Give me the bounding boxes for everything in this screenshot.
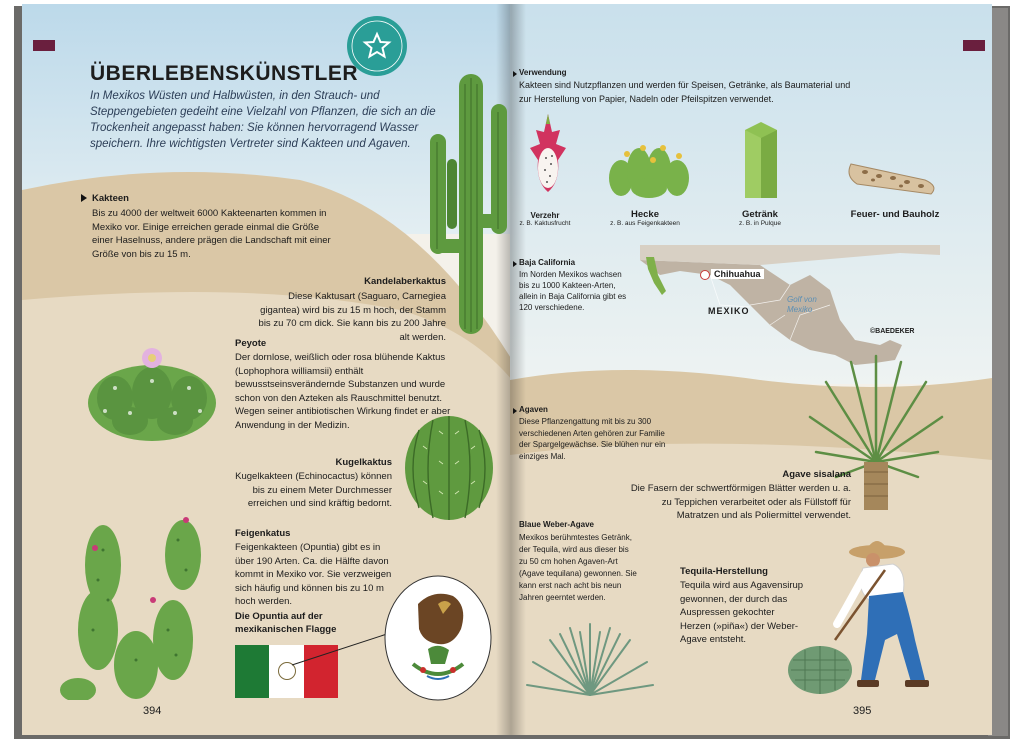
page-number-left: 394	[143, 705, 162, 717]
flag-heading: Die Opuntia auf der mexikanischen Flagge	[235, 611, 337, 635]
weber-agave-illustration	[525, 620, 655, 700]
peyote-text: Der dornlose, weißlich oder rosa blühende Kaktus (Lophophora williamsii) enthält bewusstseinsverändernde Substanzen und wurde schon von den Azteken als Rauschmittel benutzt. Wegen seiner antibiotischen Wirkung findet er aber Anwendung in der Medizin.	[235, 352, 451, 431]
feigenkatus-heading: Feigenkatus	[235, 528, 291, 539]
feigenkatus-text: Feigenkakteen (Opuntia) gibt es in über 190 Arten. Ca. die Hälfte davon kommt in Mexiko vor. Sie verzweigen sich häufig und können bis zu 10 m hoch werden.	[235, 542, 392, 607]
tequila-worker-illustration	[785, 530, 965, 700]
peyote-illustration	[85, 343, 220, 443]
weber-text: Mexikos berühmtestes Getränk, der Tequila, wird aus dieser bis zu 50 cm hohen Agaven-Art (Agave tequilana) gewonnen. Sie kann erst nach acht bis neun Jahren geerntet werden.	[519, 533, 637, 602]
map-country-label: MEXIKO	[708, 306, 750, 316]
baja-heading: Baja California	[519, 258, 576, 267]
map-copyright: ©BAEDEKER	[870, 328, 915, 335]
chihuahua-marker	[700, 270, 710, 280]
kugelkaktus-heading: Kugelkaktus	[335, 457, 392, 468]
agaven-text: Diese Pflanzengattung mit bis zu 300 verschiedenen Arten gehören zur Familie der Spargelgewächse. Sie blühen nur ein einziges Mal.	[519, 417, 666, 461]
map-city-label: Chihuahua	[711, 269, 764, 279]
wood-illustration	[845, 154, 941, 202]
drink-carton-illustration	[739, 120, 781, 200]
kandelaber-text: Diese Kaktusart (Saguaro, Carnegiea gigantea) wird bis zu 15 m hoch, der Stamm bis zu 70 cm dick. Sie kann bis zu 200 Jahre alt werden.	[258, 291, 446, 343]
page-title: ÜBERLEBENSKÜNSTLER	[90, 62, 359, 85]
sisalana-text: Die Fasern der schwertförmigen Blätter werden u. a. zu Teppichen verarbeitet oder als Füllstoff für Matratzen und als Poliermittel verwendet.	[630, 483, 851, 521]
tequila-heading: Tequila-Herstellung	[680, 566, 768, 577]
agaven-heading: Agaven	[519, 405, 548, 414]
kugelkaktus-text: Kugelkakteen (Echinocactus) können bis zu einem Meter Durchmesser erreichen und sind kräftig bedornt.	[235, 471, 392, 509]
verwendung-text: Kakteen sind Nutzpflanzen und werden für Speisen, Getränke, als Baumaterial und zur Herstellung von Papier, Nadeln oder Pfeilspitzen verwendet.	[519, 80, 851, 104]
coat-of-arms-illustration	[383, 574, 493, 702]
kandelaber-heading: Kandelaberkaktus	[364, 276, 446, 287]
peyote-heading: Peyote	[235, 338, 267, 349]
map-gulf-label: Golf von Mexiko	[787, 295, 817, 314]
verwendung-bullet-icon	[513, 71, 517, 77]
dragon-fruit-illustration	[526, 112, 570, 202]
use-feuer-bauholz: Feuer- und Bauholz	[850, 209, 940, 220]
use-hecke: Hecke z. B. aus Feigenkakteen	[610, 209, 680, 227]
kakteen-heading: Kakteen	[92, 193, 129, 204]
use-verzehr: Verzehr z. B. Kaktusfrucht	[519, 211, 571, 227]
sisalana-heading: Agave sisalana	[782, 469, 851, 480]
use-getraenk: Getränk z. B. in Pulque	[739, 209, 781, 227]
kakteen-text: Bis zu 4000 der weltweit 6000 Kakteenarten kommen in Mexiko vor. Einige erreichen gerade einmal die Größe einer Haselnuss, andere prägen die Landschaft mit einer Größe von bis zu 15 m.	[92, 208, 331, 260]
baja-text: Im Norden Mexikos wachsen bis zu 1000 Kakteen-Arten, allein in Baja California gibt es 120 verschiedene.	[519, 270, 627, 312]
opuntia-illustration	[58, 480, 218, 700]
agaven-bullet-icon	[513, 408, 517, 414]
tequila-text: Tequila wird aus Agavensirup gewonnen, der durch das Auspressen gekochter Herzen (»piña«) der Weber-Agave entsteht.	[680, 580, 804, 645]
hedge-illustration	[607, 140, 691, 200]
page-number-right: 395	[853, 705, 872, 717]
verwendung-heading: Verwendung	[519, 68, 567, 77]
intro-text: In Mexikos Wüsten und Halbwüsten, in den Strauch- und Steppengebieten gedeiht eine Vielzahl von Pflanzen, die sich an die Trockenheit angepasst haben: Sie können hervorragend Wasser speichern. Ihre wichtigsten Vertreter sind Kakteen und Agaven.	[90, 90, 436, 150]
baja-bullet-icon	[513, 261, 517, 267]
kakteen-bullet-icon	[81, 194, 87, 202]
weber-heading: Blaue Weber-Agave	[519, 520, 594, 529]
